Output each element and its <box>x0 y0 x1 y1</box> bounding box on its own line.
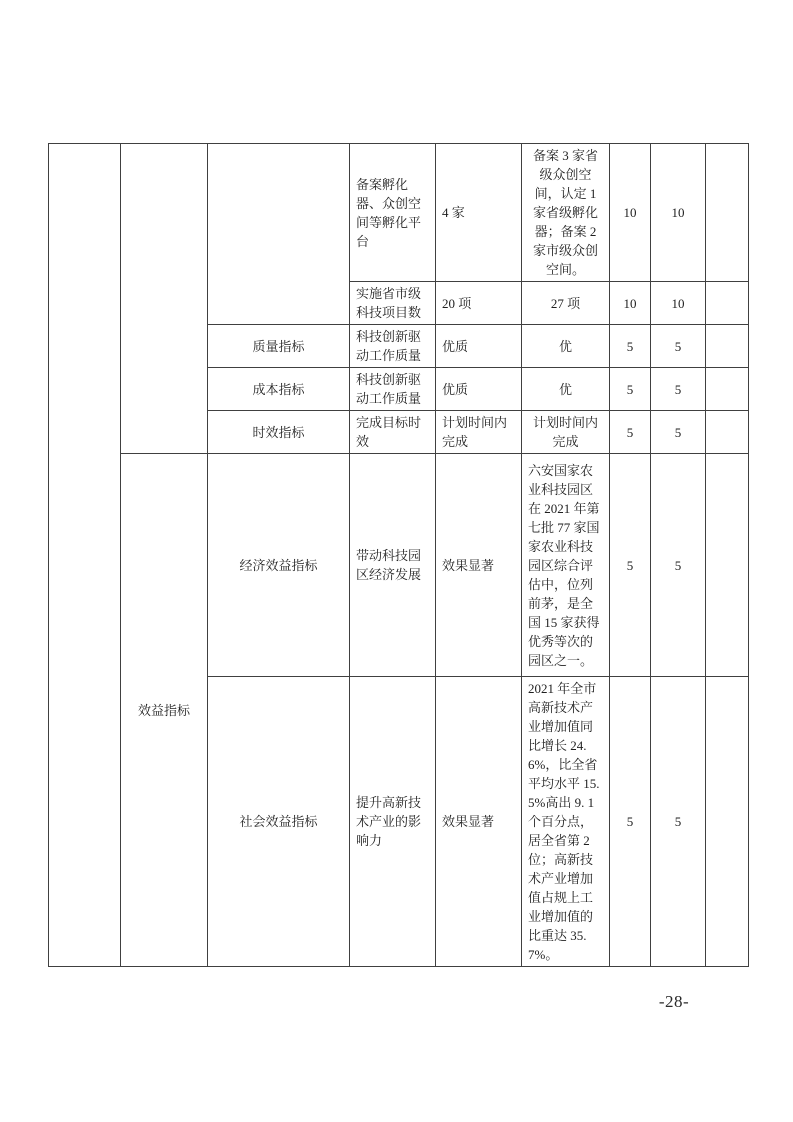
cell-indicator-type: 质量指标 <box>208 325 350 368</box>
cell-points-value: 5 <box>610 454 651 677</box>
cell-score-value: 5 <box>651 368 706 411</box>
cell-indicator-name: 带动科技园区经济发展 <box>350 454 436 677</box>
cell-points-value: 5 <box>610 677 651 967</box>
cell-target-value: 计划时间内完成 <box>436 411 522 454</box>
cell-score-value: 5 <box>651 454 706 677</box>
cell-target-value: 优质 <box>436 325 522 368</box>
cell-points-value: 10 <box>610 144 651 282</box>
cell-score-value: 5 <box>651 411 706 454</box>
cell-upper-subcategory <box>208 144 350 325</box>
cell-indicator-name: 科技创新驱动工作质量 <box>350 325 436 368</box>
table-row <box>49 454 749 677</box>
cell-indicator-type: 时效指标 <box>208 411 350 454</box>
cell-benefit-category: 效益指标 <box>121 454 208 967</box>
cell-indicator-name: 完成目标时效 <box>350 411 436 454</box>
cell-target-value: 效果显著 <box>436 454 522 677</box>
cell-score-value: 5 <box>651 325 706 368</box>
cell-score-value: 5 <box>651 677 706 967</box>
cell-target-value: 4 家 <box>436 144 522 282</box>
cell-indicator-type: 经济效益指标 <box>208 454 350 677</box>
page-number: -28- <box>658 992 690 1011</box>
cell-remark <box>706 454 749 677</box>
cell-indicator-type: 成本指标 <box>208 368 350 411</box>
cell-target-value: 优质 <box>436 368 522 411</box>
cell-remark <box>706 677 749 967</box>
cell-target-value: 20 项 <box>436 282 522 325</box>
cell-remark <box>706 411 749 454</box>
cell-remark <box>706 368 749 411</box>
cell-points-value: 5 <box>610 411 651 454</box>
cell-actual-value: 优 <box>522 368 610 411</box>
cell-indicator-name: 科技创新驱动工作质量 <box>350 368 436 411</box>
cell-outer-category <box>49 144 121 967</box>
cell-points-value: 10 <box>610 282 651 325</box>
cell-upper-category <box>121 144 208 454</box>
cell-points-value: 5 <box>610 368 651 411</box>
cell-score-value: 10 <box>651 144 706 282</box>
cell-actual-value: 六安国家农业科技园区在 2021 年第七批 77 家国家农业科技园区综合评估中，位列前茅，是全国 15 家获得优秀等次的园区之一。 <box>522 454 610 677</box>
cell-indicator-name: 提升高新技术产业的影响力 <box>350 677 436 967</box>
cell-actual-value: 计划时间内完成 <box>522 411 610 454</box>
cell-actual-value: 备案 3 家省级众创空间，认定 1 家省级孵化器；备案 2 家市级众创空间。 <box>522 144 610 282</box>
cell-indicator-name: 备案孵化器、众创空间等孵化平台 <box>350 144 436 282</box>
cell-remark <box>706 282 749 325</box>
cell-actual-value: 优 <box>522 325 610 368</box>
cell-points-value: 5 <box>610 325 651 368</box>
cell-target-value: 效果显著 <box>436 677 522 967</box>
cell-actual-value: 2021 年全市高新技术产业增加值同比增长 24. 6%，比全省平均水平 15. 5%高出 9. 1 个百分点，居全省第 2 位；高新技术产业增加值占规上工业增加值的比重达 35. 7%。 <box>522 677 610 967</box>
cell-remark <box>706 144 749 282</box>
performance-indicators-table <box>48 143 749 967</box>
table-row <box>49 144 749 282</box>
cell-actual-value: 27 项 <box>522 282 610 325</box>
cell-indicator-name: 实施省市级科技项目数 <box>350 282 436 325</box>
cell-score-value: 10 <box>651 282 706 325</box>
cell-remark <box>706 325 749 368</box>
cell-indicator-type: 社会效益指标 <box>208 677 350 967</box>
